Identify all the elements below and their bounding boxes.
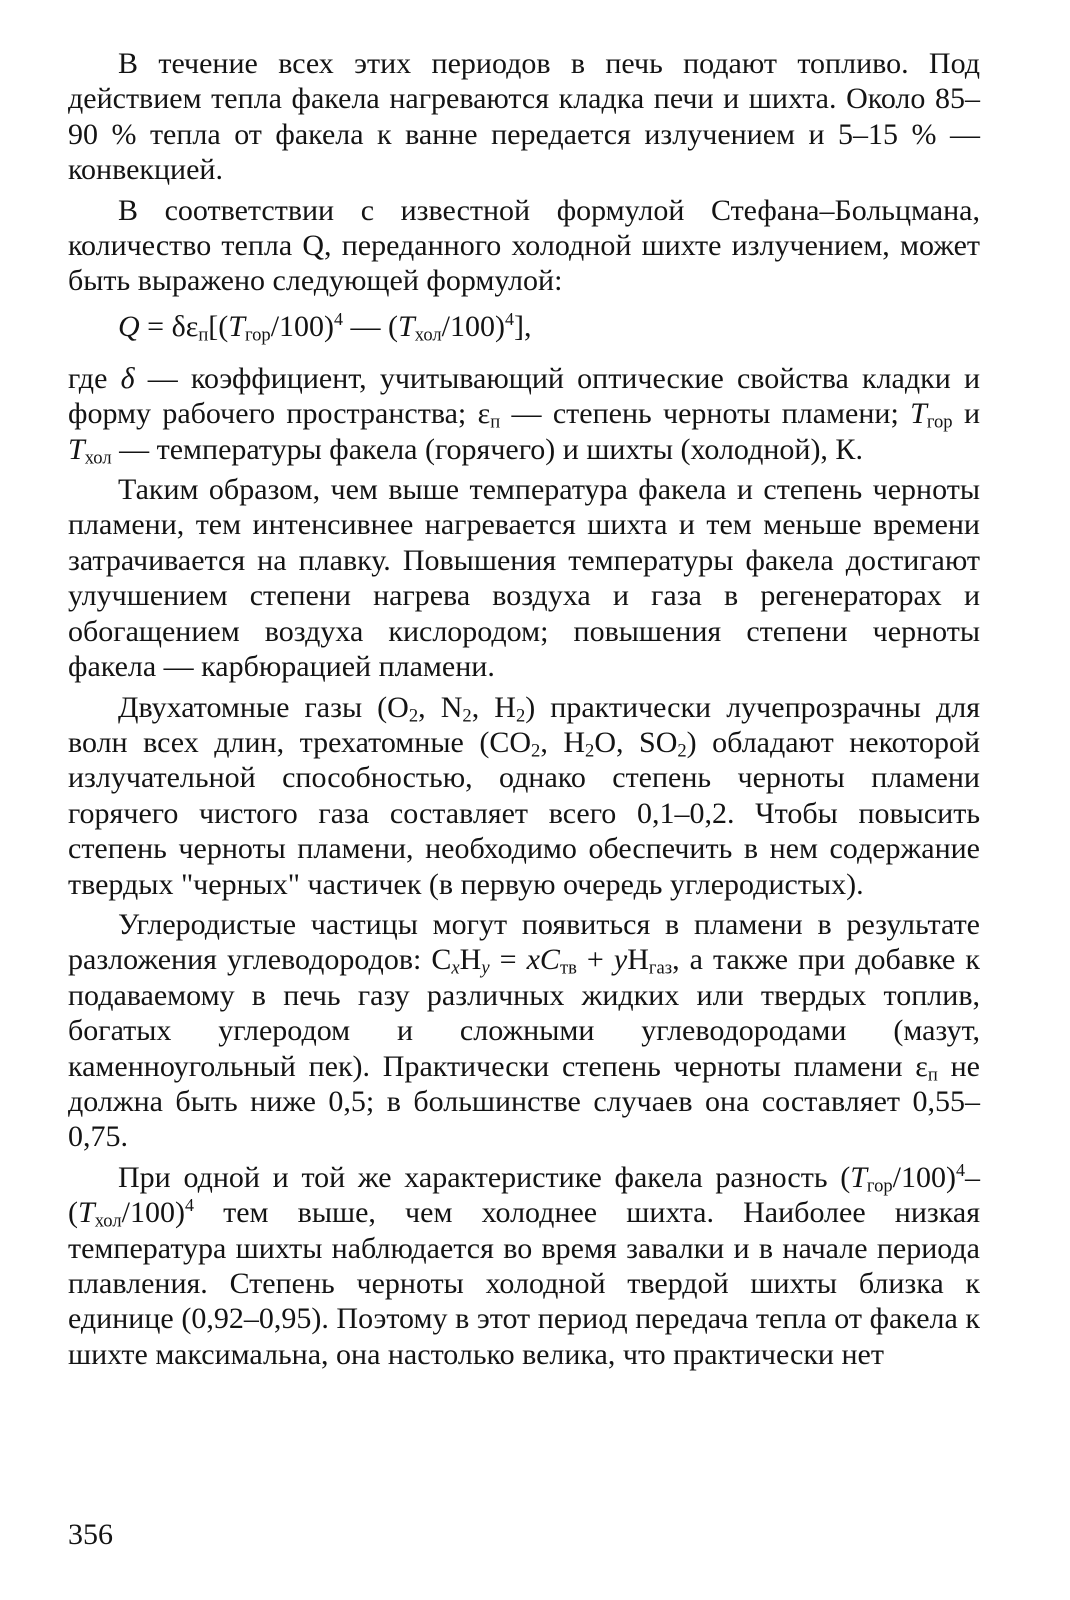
paragraph-1-text: В течение всех этих периодов в печь подают топливо. Под действием тепла факела нагреваются кладка печи и шихта. Около 85–90 % тепла от факела к ванне передается излучением и 5–15 % — конвекцией.: [68, 47, 980, 187]
formula-open: [(: [208, 309, 229, 343]
stefan-boltzmann-formula: [68, 307, 980, 347]
p5-s3: 2: [515, 705, 526, 727]
p3-e: — температуры факела (горячего) и шихты (холодной), К.: [111, 432, 863, 466]
p6-y: y: [613, 943, 628, 977]
paragraph-3: [68, 361, 980, 467]
p6-x: x: [526, 943, 540, 977]
formula-t-hot: T: [228, 309, 245, 343]
p3-delta: δ: [120, 361, 135, 395]
p3-sub-p: п: [490, 411, 501, 433]
p7-a: При одной и той же характеристике факела разность (: [118, 1160, 851, 1194]
p3-a: где: [68, 361, 121, 395]
p6-b: H: [459, 943, 482, 977]
p3-sub-hol: хол: [84, 447, 112, 469]
paragraph-7: [68, 1160, 980, 1372]
paragraph-1: [68, 46, 980, 188]
body-text: [68, 46, 980, 1372]
paragraph-2-text: В соответствии с известной формулой Стефана–Больцмана, количество тепла Q, переданного холодной шихте излучением, может быть выражено следующей формулой:: [68, 193, 980, 298]
p6-d: +: [576, 943, 614, 977]
formula-t-cold: T: [398, 309, 415, 343]
p5-s5: 2: [585, 740, 595, 762]
p6-c: =: [489, 943, 527, 977]
p5-s1: 2: [408, 705, 419, 727]
p6-s-tv: тв: [559, 957, 577, 979]
formula-eq-delta: = δε: [139, 309, 199, 343]
p7-sub-gor: гор: [866, 1175, 893, 1197]
p3-t-hot: T: [910, 397, 927, 431]
p7-e: тем выше, чем холоднее шихта. Наиболее низкая температура шихты наблюдается во время завалки и в начале периода плавления. Степень черноты холодной твердой шихты близка к единице (0,92–0,95). Поэтому в этот период передача тепла от факела к шихте максимальна, она настолько велика, что практически нет: [68, 1196, 980, 1371]
p3-t-cold: T: [68, 432, 85, 466]
p7-t-hot: T: [850, 1160, 867, 1194]
formula-close: ],: [513, 309, 532, 343]
paragraph-5: [68, 690, 980, 902]
paragraph-2: [68, 193, 980, 299]
p6-g: не должна быть ниже 0,5; в большинстве случаев она составляет 0,55–0,75.: [68, 1049, 980, 1154]
p6-sub-p: п: [927, 1064, 938, 1086]
formula-div1: /100): [270, 309, 335, 343]
p5-s4: 2: [531, 740, 541, 762]
formula-sub-p: п: [198, 324, 209, 346]
formula-div2: /100): [441, 309, 505, 343]
p5-b: , N: [418, 690, 463, 724]
p3-b: — коэффициент, учитывающий оптические свойства кладки и форму рабочего пространства; ε: [68, 361, 981, 431]
p7-pow2: 4: [184, 1195, 194, 1216]
p7-c: –(: [68, 1160, 980, 1230]
p5-d: ) практически лучепрозрачны для волн всех длин, трехатомные (CO: [68, 690, 980, 759]
p7-pow1: 4: [956, 1159, 965, 1180]
p5-s2: 2: [462, 705, 472, 727]
p6-s-gaz: газ: [648, 957, 673, 979]
paragraph-4-text: Таким образом, чем выше температура факела и степень черноты пламени, тем интенсивнее нагревается шихта и тем меньше времени затрачивается на плавку. Повышения температуры факела достигают улучшением степени нагрева воздуха и газа в регенераторах и обогащением воздуха кислородом; повышения степени черноты факела — карбюрацией пламени.: [68, 473, 980, 684]
p5-g: ) обладают некоторой излучательной способностью, однако степень черноты пламени горячего чистого газа составляет всего 0,1–0,2. Чтобы повысить степень черноты пламени, необходимо обеспечить в нем содержание твердых "черных" частичек (в первую очередь углеродистых).: [68, 725, 981, 901]
p3-sub-gor: гор: [926, 411, 953, 433]
p7-b: /100): [892, 1160, 956, 1194]
p6-sx: x: [451, 957, 460, 979]
formula-pow2: 4: [504, 309, 514, 330]
p3-d: и: [952, 397, 980, 431]
p7-d: /100): [121, 1196, 185, 1230]
p7-sub-hol: хол: [94, 1210, 122, 1232]
p5-a: Двухатомные газы (O: [118, 690, 409, 724]
p6-sy: y: [481, 957, 490, 979]
p7-t-cold: T: [78, 1196, 95, 1230]
paragraph-4: [68, 472, 980, 684]
formula-sub-gor: гор: [244, 324, 271, 346]
p6-ct: C: [539, 943, 560, 977]
p5-e: , H: [540, 725, 586, 759]
p5-c: , H: [471, 690, 516, 724]
p5-s6: 2: [677, 740, 687, 762]
paragraph-6: [68, 907, 980, 1155]
p5-f: O, SO: [594, 725, 678, 759]
p3-c: — степень черноты пламени;: [500, 397, 911, 431]
page-number: 356: [68, 1518, 113, 1551]
p6-a: Углеродистые частицы могут появиться в пламени в результате разложения углеводородов: C: [68, 907, 980, 977]
p6-e: H: [627, 943, 649, 977]
formula-q: Q: [118, 309, 140, 343]
formula-pow1: 4: [334, 309, 344, 330]
formula-sub-hol: хол: [414, 324, 442, 346]
p6-f: , а также при добавке к подаваемому в печь газу различных жидких или твердых топлив, богатых углеродом и сложными углеводородами (мазут, каменноугольный пек). Практически степень черноты пламени ε: [68, 943, 980, 1083]
formula-minus: — (: [343, 309, 399, 343]
